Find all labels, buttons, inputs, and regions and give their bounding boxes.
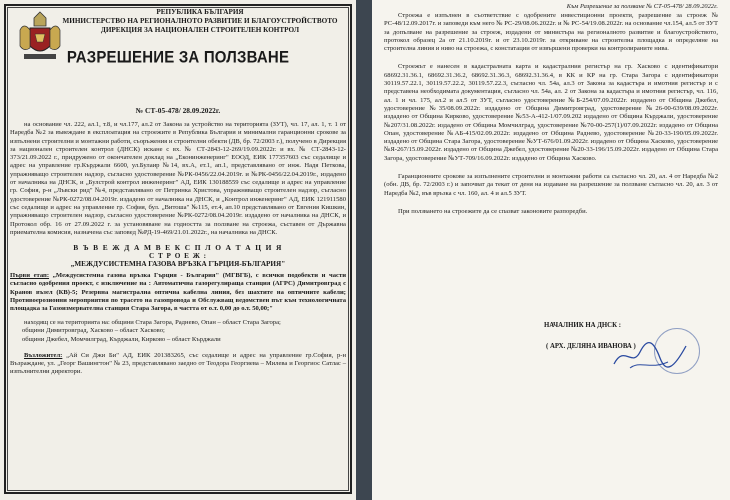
project-name: „МЕЖДУСИСТЕМНА ГАЗОВА ВРЪЗКА ГЪРЦИЯ-БЪЛГАРИЯ" xyxy=(70,260,286,269)
left-page xyxy=(0,0,356,500)
signature-title: НАЧАЛНИК НА ДНСК : xyxy=(544,322,621,329)
commissioning-heading: В Ъ В Е Ж Д А М В Е К С П Л О А Т А Ц И Я xyxy=(73,243,283,253)
header-line-3: ДИРЕКЦИЯ ЗА НАЦИОНАЛЕН СТРОИТЕЛЕН КОНТРОЛ xyxy=(100,26,300,34)
stage-description xyxy=(10,272,346,313)
construction-heading: С Т Р О Е Ж : xyxy=(148,252,208,261)
compliance-paragraph: Строежа е изпълнен в съответствие с одобрените инвестиционни проекти, разрешение за строеж № РС-48/12.09.2017г. и заповеди към него № РС-29/08.06.2022г. и № РС-54/19.08.2022г. на основание чл.154, ал.5 от ЗУТ за допълване на разрешение за строеж, издадени от министъра на регионалното развитие и благоустройството, протокол образец 2а от 21.10.2019г. и от 23.10.2019г. за откриване на строителна площадка и определяне на строителна линия и ниво на строежа, с констатации от извършени проверки на контролираните нива. xyxy=(384,12,718,53)
document-title: РАЗРЕШЕНИЕ ЗА ПОЛЗВАНЕ xyxy=(66,48,290,67)
signature-block xyxy=(506,322,716,350)
right-page xyxy=(372,0,730,500)
signature-icon xyxy=(610,338,690,374)
location-paragraph: находящ се на територията на: общини Стара Загора, Раднево, Опан – област Стара Загора; xyxy=(24,319,281,327)
cadastre-paragraph: Строежът е нанесен в кадастралната карта и кадастралния регистър на гр. Хасково с идентификатори 68692.31.36.1, 68692.31.36.2, 68692.31.36.3, 68692.31.36.4, в КК и КР на гр. Стара Загора с идентификатори 30119.57.22.1, 30119.57.22.2, 30119.57.22.3, съгласно чл. 54а, ал.3 от Закона за кадастъра и имотния регистър и с представена необходимата документация, съгласно чл. 54а, ал. 2 от Закона за кадастъра и имотния регистър, чл. 116, ал. 1 и чл. 175, ал.2 и ал.5 от ЗУТ, съгласно удостоверение №Б-254/07.09.2022г. издадено от Община Джебел, удостоверение №35/08.09.2022г. издадено от Община Димитровград, удостоверение №26-00-639/08.09.2022г. издадено от Община Кирково, удостоверение №53-А-412-1/07.09.202 издадено от Община Кърджали, удостоверение №207/31.08.2022г. издадено от Община Момчилград, удостоверение №70-00-257(1)/07.09.2022г. издадено от Община Опан, удостоверение №АБ-415/02.09.2022г. издадено от Община Раднево, удостоверение №20-33-190/05.09.2022г. издадено от Община Стара Загора, удостоверение №УТ-676/01.09.2022г. издадено от Община Хасково, удостоверение №Я-267/15.09.2022г. издадено от Община Джебел, удостоверение №20-33-196/15.09.2022г. издадено от Община Стара Загора, удостоверение №УТ-709/16.09.2022г. издадено от Община Хасково. xyxy=(384,63,718,162)
running-header: Към Разрешение за ползване № СТ-05-478/ 28.09.2022г. xyxy=(566,3,718,10)
warranty-paragraph: Гаранционните срокове за изпълнените строителни и монтажни работи са съгласно чл. 20, ал. 4 от Наредба №2 (обн. ДВ, бр. 72/2003 г.) и започват да текат от деня на издаване на разрешение за ползване съгласно чл. 20, ал. 3 от Наредба №2, във връзка с чл. 160, ал. 4 и ал.5 ЗУТ. xyxy=(384,173,718,197)
header-line-2: МИНИСТЕРСТВО НА РЕГИОНАЛНОТО РАЗВИТИЕ И БЛАГОУСТРОЙСТВОТО xyxy=(62,17,338,25)
header-text xyxy=(52,6,348,35)
stage-text: „Междусистемна газова връзка Гърция - България" (МГВГБ), с всички подобекти и части съгласно одобрения проект, с изключение на : Автоматична газорегулираща станция (АГРС) Димитровград с Кранов възел (КВ)-5; Резервна магистрална оптична кабелна линия, без шахтите на оптичните кабели; Противоерозионни мероприятия по трасето на газопровода и Обслужващ ведомствен път към технологичната площадка за Газоизмервателна станция Стара Загора, в частта от о.т. 0,00 до о.т. 50,00;" xyxy=(10,272,346,312)
document-header xyxy=(8,6,348,98)
legal-basis-paragraph: на основание чл. 222, ал.1, т.8, и чл.177, ал.2 от Закона за устройство на територията (ЗУТ), чл. 17, ал. 1, т. 1 от Наредба №2 за въвеждане в експлоатация на строежите в Република България и минимални гаранционни срокове за изпълнени строителни и монтажни работи, съоръжения и строителни обекти (ДВ, бр. 72/2003 г.), получено в Дирекция за национален строителен контрол (ДНСК) искане с вх. № СТ-2843-12-269/19.09.2022г. и вх. № СТ-2843-12-373/21.09.2022 г., придружено от окончателен доклад на „Еконинженеринг" ЕООД, ЕИК 177357603 със седалище и адрес на управление гр.Кърджали 6600, ул.Булаир №14, вх.А, ет.1, ап.1, представлявано от инж. Надя Петкова, упражняващо строителен надзор, съгласно удостоверение №РК-0456/22.04.2019г. и №РК-0456/22.04.2019г., издадено от началника на ДНСК, и „Булстрой контрол инженеринг" АД, ЕИК 130188559 със седалище и адрес на управление гр. София, р-н „Лъвски рид" №4, представлявано от Петринка Христова, упражняващо строителен надзор, съгласно удостоверение №РК-0272/08.04.2019г. издадено от началника на ДНСК, и „Контрол инженеринг" АД, ЕИК 121911580 със седалище и адрес на управление гр. София, бул. „Витоша" №115, ет.4, ап.10 представлявано от Евгения Кишкин, упражняващо строителен надзор, съгласно удостоверение №РК-0272/08.04.2019г. издадено от началника на ДНСК, и Протокол обр. 16 от 27.09.2022 г. за установяване на годността за ползване на строежа, съставен от Държавна приемателна комисия, назначена със заповед №РД-19-469/21.01.2022г., на началника на ДНСК. xyxy=(10,121,346,236)
location-list xyxy=(22,327,346,343)
assignor-paragraph xyxy=(10,352,346,377)
assignor-label: Възложител: xyxy=(24,351,63,359)
signature-name: ( АРХ. ДЕЛЯНА ИВАНОВА ) xyxy=(546,343,636,350)
stage-label: Първи етап: xyxy=(10,272,50,280)
compliance-note: При ползването на строежите да се спазват законовите разпоредби. xyxy=(398,207,588,215)
header-line-1: РЕПУБЛИКА БЪЛГАРИЯ xyxy=(156,8,244,16)
location-line: общини Димитровград, Хасково – област Хасково; xyxy=(22,327,165,335)
location-line: общини Джебел, Момчилград, Кърджали, Кирково – област Кърджали xyxy=(22,335,221,343)
document-number: № СТ-05-478/ 28.09.2022г. xyxy=(135,106,221,115)
assignor-text: „Ай Си Джи Би" АД, ЕИК 201383265, със седалище и адрес на управление гр.София, р-н Възраждане, ул. „Георг Вашингтон" № 23, представлявано заедно от Теодора Георгиева – Милева и Георгиос Сатлас – изпълнителни директори. xyxy=(10,351,346,376)
